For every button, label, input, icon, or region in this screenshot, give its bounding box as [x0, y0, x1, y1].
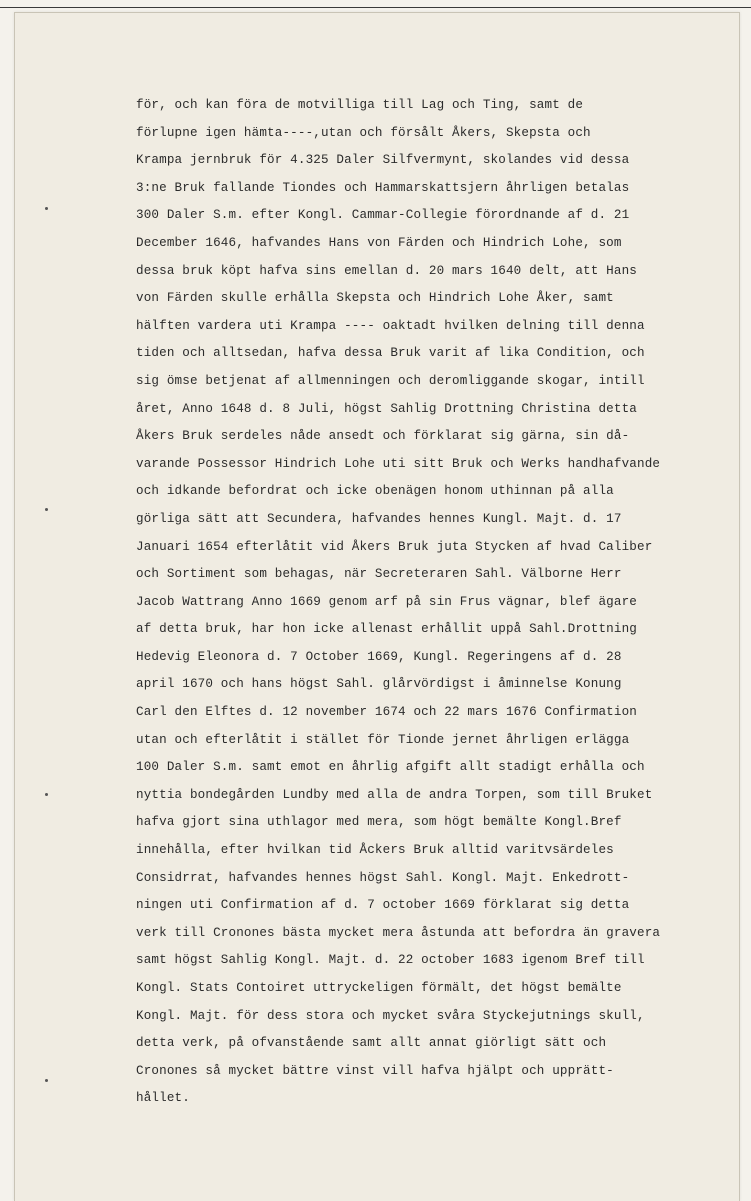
- text-line: varande Possessor Hindrich Lohe uti sitt Bruk och Werks handhafvande: [136, 456, 661, 471]
- text-line: ningen uti Confirmation af d. 7 october 1669 förklarat sig detta: [136, 898, 630, 913]
- text-line: 3:ne Bruk fallande Tiondes och Hammarskattsjern åhrligen betalas: [136, 180, 630, 195]
- text-line: utan och efterlåtit i stället för Tionde jernet åhrligen erlägga: [136, 732, 630, 747]
- text-line: 100 Daler S.m. samt emot en åhrlig afgift allt stadigt erhålla och: [136, 760, 645, 775]
- text-line: april 1670 och hans högst Sahl. glårvördigst i åminnelse Konung: [136, 677, 622, 692]
- text-line: 300 Daler S.m. efter Kongl. Cammar-Collegie förordnande af d. 21: [136, 208, 630, 223]
- text-line: Carl den Elftes d. 12 november 1674 och 22 mars 1676 Confirmation: [136, 705, 637, 720]
- text-line: Hedevig Eleonora d. 7 October 1669, Kungl. Regeringens af d. 28: [136, 649, 622, 664]
- text-line: dessa bruk köpt hafva sins emellan d. 20 mars 1640 delt, att Hans: [136, 263, 637, 278]
- text-line: detta verk, på ofvanstående samt allt annat giörligt sätt och: [136, 1036, 607, 1051]
- text-line: hälften vardera uti Krampa ---- oaktadt hvilken delning till denna: [136, 318, 645, 333]
- text-line: von Färden skulle erhålla Skepsta och Hindrich Lohe Åker, samt: [136, 291, 614, 306]
- text-line: December 1646, hafvandes Hans von Färden och Hindrich Lohe, som: [136, 235, 622, 250]
- binding-hole-mark: [45, 207, 48, 210]
- text-line: sig ömse betjenat af allmenningen och deromliggande skogar, intill: [136, 373, 645, 388]
- text-line: innehålla, efter hvilkan tid Åckers Bruk alltid varitvsärdeles: [136, 843, 614, 858]
- text-line: Krampa jernbruk för 4.325 Daler Silfvermynt, skolandes vid dessa: [136, 153, 630, 168]
- text-line: Jacob Wattrang Anno 1669 genom arf på sin Frus vägnar, blef ägare: [136, 594, 637, 609]
- binding-hole-mark: [45, 508, 48, 511]
- text-line: tiden och alltsedan, hafva dessa Bruk varit af lika Condition, och: [136, 346, 645, 361]
- text-line: hållet.: [136, 1091, 190, 1106]
- text-line: året, Anno 1648 d. 8 Juli, högst Sahlig Drottning Christina detta: [136, 401, 637, 416]
- text-line: Kongl. Majt. för dess stora och mycket svåra Styckejutnings skull,: [136, 1008, 645, 1023]
- text-line: för, och kan föra de motvilliga till Lag och Ting, samt de: [136, 98, 584, 112]
- text-line: och Sortiment som behagas, när Secreteraren Sahl. Välborne Herr: [136, 567, 622, 582]
- text-line: görliga sätt att Secundera, hafvandes hennes Kungl. Majt. d. 17: [136, 511, 622, 526]
- binding-hole-mark: [45, 1079, 48, 1082]
- top-border-line: [0, 7, 751, 8]
- text-line: hafva gjort sina uthlagor med mera, som högt bemälte Kongl.Bref: [136, 815, 622, 830]
- text-line: Januari 1654 efterlåtit vid Åkers Bruk juta Stycken af hvad Caliber: [136, 539, 653, 554]
- text-line: verk till Cronones bästa mycket mera åstunda att befordra än gravera: [136, 925, 661, 940]
- binding-hole-mark: [45, 793, 48, 796]
- text-line: samt högst Sahlig Kongl. Majt. d. 22 october 1683 igenom Bref till: [136, 953, 645, 968]
- text-line: och idkande befordrat och icke obenägen honom uthinnan på alla: [136, 484, 614, 499]
- text-line: förlupne igen hämta----,utan och försålt Åkers, Skepsta och: [136, 125, 591, 140]
- text-line: af detta bruk, har hon icke allenast erhållit uppå Sahl.Drottning: [136, 622, 637, 637]
- text-line: Considrrat, hafvandes hennes högst Sahl. Kongl. Majt. Enkedrott-: [136, 870, 630, 885]
- text-line: Cronones så mycket bättre vinst vill hafva hjälpt och upprätt-: [136, 1063, 614, 1078]
- text-line: nyttia bondegården Lundby med alla de andra Torpen, som till Bruket: [136, 787, 653, 802]
- text-line: Åkers Bruk serdeles nåde ansedt och förklarat sig gärna, sin då-: [136, 429, 630, 444]
- text-line: Kongl. Stats Contoiret uttryckeligen förmält, det högst bemälte: [136, 981, 622, 995]
- typewritten-text-body: [136, 92, 721, 1113]
